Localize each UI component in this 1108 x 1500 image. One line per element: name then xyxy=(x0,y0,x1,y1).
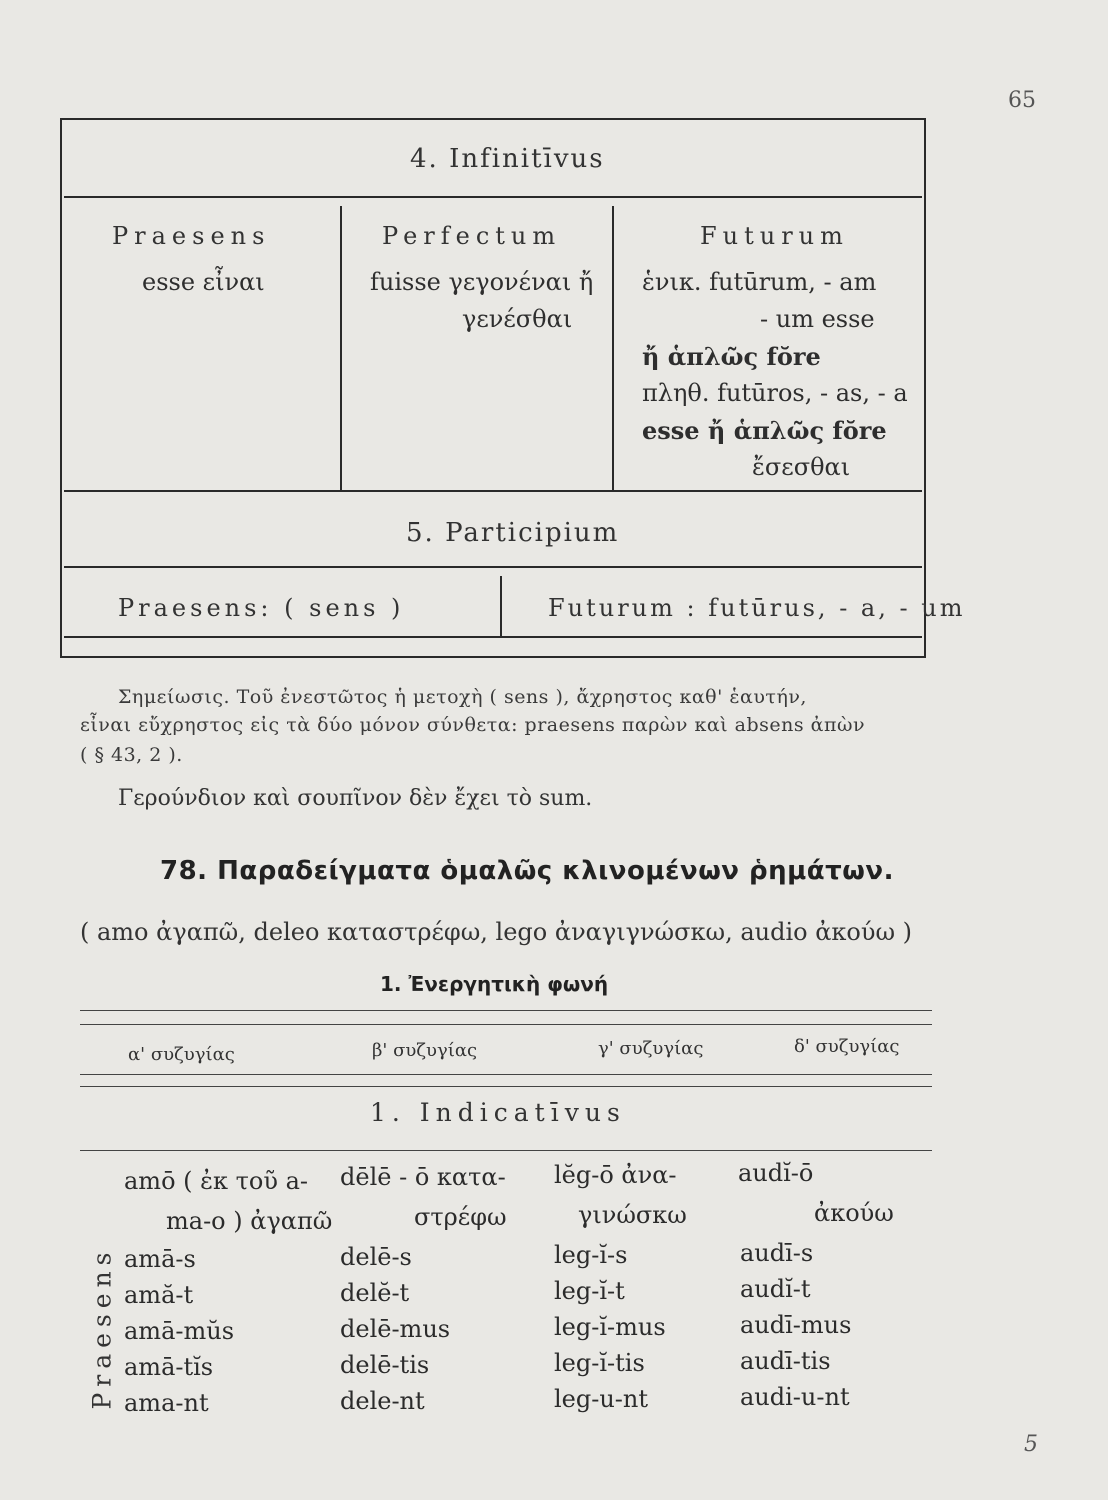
gerund-note: Γερούνδιον καὶ σουπῖνον δὲν ἔχει τὸ sum. xyxy=(118,786,593,811)
conj-form: audī-s xyxy=(740,1239,814,1267)
conj-form: delē-s xyxy=(340,1243,412,1271)
table-rule xyxy=(64,566,922,568)
table-rule xyxy=(64,636,922,638)
conj-form-2: dēlē - ō κατα- xyxy=(340,1163,506,1191)
perfectum-cell-line: γενέσθαι xyxy=(462,305,573,333)
conj-form-1: amō ( ἐκ τοῦ a- xyxy=(124,1167,309,1195)
participium-praesens: Praesens: ( sens ) xyxy=(118,594,405,622)
conjugation-header: α' συζυγίας xyxy=(128,1044,235,1065)
conj-form-3: lĕg-ō ἀνα- xyxy=(554,1161,677,1189)
table-rule xyxy=(64,490,922,492)
futurum-cell-line: ἑνικ. futūrum, - am xyxy=(642,268,877,296)
table-column-divider xyxy=(500,576,502,636)
futurum-cell-line: ἤ ἁπλῶς fŏre xyxy=(642,342,821,371)
conj-form-1: ma-o ) ἀγαπῶ xyxy=(166,1207,333,1235)
conjugation-header: δ' συζυγίας xyxy=(794,1036,900,1057)
conj-form: delē-tis xyxy=(340,1351,430,1379)
futurum-cell-line: ἔσεσθαι xyxy=(752,453,851,481)
conj-form-4: ἀκούω xyxy=(814,1199,894,1227)
futurum-cell-line: esse ἤ ἁπλῶς fŏre xyxy=(642,416,887,445)
participium-futurum: Futurum : futūrus, - a, - um xyxy=(548,594,966,622)
table-rule xyxy=(80,1024,932,1025)
table-rule xyxy=(64,196,922,198)
table-rule xyxy=(80,1074,932,1075)
conj-form: delĕ-t xyxy=(340,1279,410,1307)
praesens-cell: esse εἶναι xyxy=(142,268,265,296)
page-number: 65 xyxy=(1008,88,1036,113)
conj-form-3: γινώσκω xyxy=(578,1201,687,1229)
section-subtitle: ( amo ἀγαπῶ, deleo καταστρέφω, lego ἀναγιγνώσκω, audio ἀκούω ) xyxy=(80,918,913,946)
conj-form: leg-ĭ-s xyxy=(554,1241,628,1269)
conj-form: amă-t xyxy=(124,1281,194,1309)
voice-heading: 1. Ἐνεργητικὴ φωνή xyxy=(380,972,609,996)
mood-heading: 1. Indicatīvus xyxy=(370,1098,626,1127)
conj-form: audī-mus xyxy=(740,1311,852,1339)
tense-label: Praesens xyxy=(87,1246,117,1410)
section-heading: 78. Παραδείγματα ὁμαλῶς κλινομένων ῥημάτων. xyxy=(160,856,894,886)
infinitive-title: 4. Infinitīvus xyxy=(410,144,605,174)
conj-form: amā-mŭs xyxy=(124,1317,235,1345)
conj-form: leg-ĭ-tis xyxy=(554,1349,645,1377)
table-rule xyxy=(80,1150,932,1151)
conj-form: amā-tĭs xyxy=(124,1353,214,1381)
conj-form: leg-ĭ-mus xyxy=(554,1313,666,1341)
note-line: εἶναι εὔχρηστος εἰς τὰ δύο μόνον σύνθετα: praesens παρὼν καὶ absens ἀπὼν xyxy=(80,714,866,736)
conj-form: leg-u-nt xyxy=(554,1385,649,1413)
conj-form: dele-nt xyxy=(340,1387,425,1415)
note-line: ( § 43, 2 ). xyxy=(80,744,183,766)
table-column-divider xyxy=(340,206,342,490)
futurum-cell-line: πληθ. futūros, - as, - a xyxy=(642,379,908,407)
praesens-header: Praesens xyxy=(112,222,271,250)
conj-form: ama-nt xyxy=(124,1389,209,1417)
conj-form: delē-mus xyxy=(340,1315,451,1343)
conj-form: amā-s xyxy=(124,1245,196,1273)
futurum-cell-line: - um esse xyxy=(760,305,875,333)
table-rule xyxy=(80,1010,932,1011)
conj-form-2: στρέφω xyxy=(414,1203,507,1231)
conjugation-header: γ' συζυγίας xyxy=(598,1038,704,1059)
conj-form: leg-ĭ-t xyxy=(554,1277,625,1305)
perfectum-header: Perfectum xyxy=(382,222,562,250)
participium-title: 5. Participium xyxy=(406,518,620,548)
table-rule xyxy=(80,1086,932,1087)
perfectum-cell-line: fuisse γεγονέναι ἤ xyxy=(370,268,594,296)
conj-form: audī-tis xyxy=(740,1347,831,1375)
conj-form: audĭ-t xyxy=(740,1275,811,1303)
footer-mark: 5 xyxy=(1024,1432,1038,1457)
note-line: Σημείωσις. Τοῦ ἐνεστῶτος ἡ μετοχὴ ( sens ), ἄχρηστος καθ' ἑαυτήν, xyxy=(118,686,807,708)
futurum-header: Futurum xyxy=(700,222,849,250)
conj-form: audi-u-nt xyxy=(740,1383,850,1411)
conjugation-header: β' συζυγίας xyxy=(372,1040,478,1061)
conj-form-4: audĭ-ō xyxy=(738,1159,814,1187)
table-column-divider xyxy=(612,206,614,490)
